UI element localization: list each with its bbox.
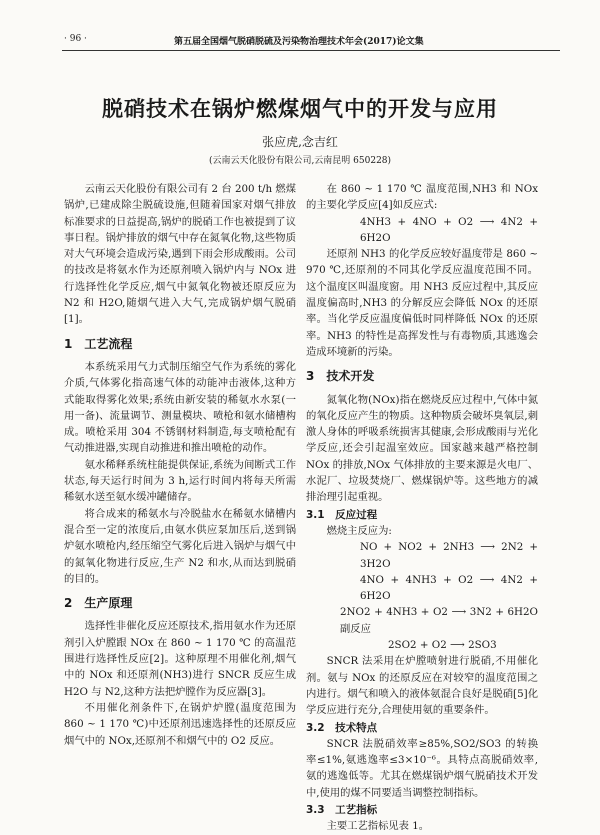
section-heading-1: 1 工艺流程	[64, 336, 133, 351]
subsection-heading-3-2: 3.2 技术特点	[306, 721, 378, 734]
equation-3: 4NO + 4NH3 + O2 ⟶ 4N2 + 6H2O	[360, 573, 538, 603]
page-number: · 96 ·	[64, 34, 87, 44]
equation-2: NO + NO2 + 2NH3 ⟶ 2N2 + 3H2O	[360, 541, 538, 570]
body-paragraph: SNCR 法脱硝效率≥85%,SO2/SO3 的转换率≤1%,氨逃逸率≤3×10⁻⁶。具特点高脱硝效率,氨的逃逸低等。尤其在燃煤锅炉烟气脱硝技术开发中,使用的煤不同要适当调整控制指标。	[306, 737, 538, 799]
section-heading-3: 3 技术开发	[306, 369, 375, 384]
body-paragraph: 氨水稀释系统柱能提供保证,系统为间断式工作状态,每天运行时间为 3 h,运行时间内将每天所需稀氨水送至氨水缓冲罐储存。	[64, 458, 296, 504]
body-paragraph: 氮氧化物(NOx)指在燃烧反应过程中,气体中氮的氧化反应产生的物质。这种物质会破坏臭氧层,刺激人身体的呼吸系统损害其健康,会形成酸雨与光化学反应,还会引起温室效应。国家越来越严格控制 NOx 的排放,NOx 气体排放的主要来源是火电厂、水泥厂、垃圾焚烧厂、燃煤锅炉等。这些地方的减排治理引起重视。	[306, 393, 538, 504]
body-paragraph: 不用催化剂条件下,在锅炉炉膛(温度范围为 860 ~ 1 170 ℃)中还原剂迅速选择性的还原反应烟气中的 NOx,还原剂不和烟气中的 O2 反应。	[64, 701, 296, 747]
body-paragraph: 还原剂 NH3 的化学反应较好温度带是 860 ~ 970 ℃,还原剂的不同其化学反应温度范围不同。这个温度区叫温度窗。用 NH3 反应过程中,其反应温度偏高时,NH3 的分解反应会降低 NOx 的还原率。当化学反应温度偏低时同样降低 NOx 的还原率。NH3 的特性是高挥发性与有毒物质,其逃逸会造成环境新的污染。	[306, 248, 538, 358]
left-column	[64, 181, 296, 749]
equation-label: 燃烧主反应为:	[326, 524, 392, 537]
equation-1: 4NH3 + 4NO + O2 ⟶ 4N2 + 6H2O	[360, 215, 538, 244]
subsection-heading-3-3: 3.3 工艺指标	[306, 803, 378, 816]
section-heading-2: 2 生产原理	[64, 596, 133, 611]
body-paragraph: 将合成来的稀氨水与冷脱盐水在稀氨水储槽内混合至一定的浓度后,由氨水供应泵加压后,送到锅炉氨水喷枪内,经压缩空气雾化后进入锅炉与烟气中的氮氧化物进行反应,生产 N2 和水,从而达到脱硝的目的。	[64, 507, 296, 585]
body-paragraph: SNCR 法采用在炉膛喷射进行脱硝,不用催化剂。氨与 NOx 的还原反应在对较窄的温度范围之内进行。烟气和喷入的液体氨混合良好是脱硝[5]化学反应进行充分,合理使用氨的重要条件。	[306, 655, 538, 717]
intro-paragraph: 云南云天化股份有限公司有 2 台 200 t/h 燃煤锅炉,已建成除尘脱硫设施,但随着国家对烟气排放标准要求的日益提高,锅炉的脱硝工作也被提到了议事日程。锅炉排放的烟气中存在氮氧化物,这些物质对大气环境会造成污染,遇到下雨会形成酸雨。公司的技改是将氨水作为还原剂喷入锅炉内与 NOx 进行选择性化学反应,烟气中氮氧化物被还原反应为 N2 和 H2O,随烟气进入大气,完成锅炉烟气脱硝[1]。	[64, 183, 296, 326]
body-paragraph: 在 860 ~ 1 170 ℃ 温度范围,NH3 和 NOx 的主要化学反应[4]如反应式:	[306, 183, 538, 212]
equation-5: 2SO2 + O2 ⟶ 2SO3	[388, 639, 497, 652]
body-paragraph: 选择性非催化反应还原技术,指用氨水作为还原剂引入炉膛跟 NOx 在 860 ~ 1 170 ℃ 的高温范围进行选择性反应[2]。这种原理不用催化剂,烟气中的 NOx 和还原剂(NH3)进行 SNCR 反应生成 H2O 与 N2,这种方法把炉膛作为反应器[3]。	[64, 620, 296, 698]
subsection-heading-3-1: 3.1 反应过程	[306, 508, 378, 521]
running-title: 第五届全国烟气脱硝脱硫及污染物治理技术年会(2017)论文集	[174, 37, 424, 47]
running-header	[64, 34, 558, 48]
body-paragraph: 本系统采用气力式制压缩空气作为系统的雾化介质,气体雾化指高速气体的动能冲击液体,这种方式能取得雾化效果;系统由新安装的稀氨水水泵(一用一备)、流量调节、测量模块、喷枪和氨水储槽构成。喷枪采用 304 不锈钢材料制造,每支喷枪配有气动推进器,实现自动推进和推出喷枪的动作。	[64, 360, 296, 455]
authors: 张应虎,念吉红	[262, 135, 338, 149]
paper-title: 脱硝技术在锅炉燃煤烟气中的开发与应用	[102, 97, 498, 121]
body-paragraph: 主要工艺指标见表 1。	[326, 820, 430, 833]
header-rule	[62, 50, 560, 51]
affiliation: (云南云天化股份有限公司,云南昆明 650228)	[208, 156, 392, 166]
right-column	[306, 181, 538, 835]
equation-4: 2NO2 + 4NH3 + O2 ⟶ 3N2 + 6H2O副反应	[340, 606, 538, 635]
